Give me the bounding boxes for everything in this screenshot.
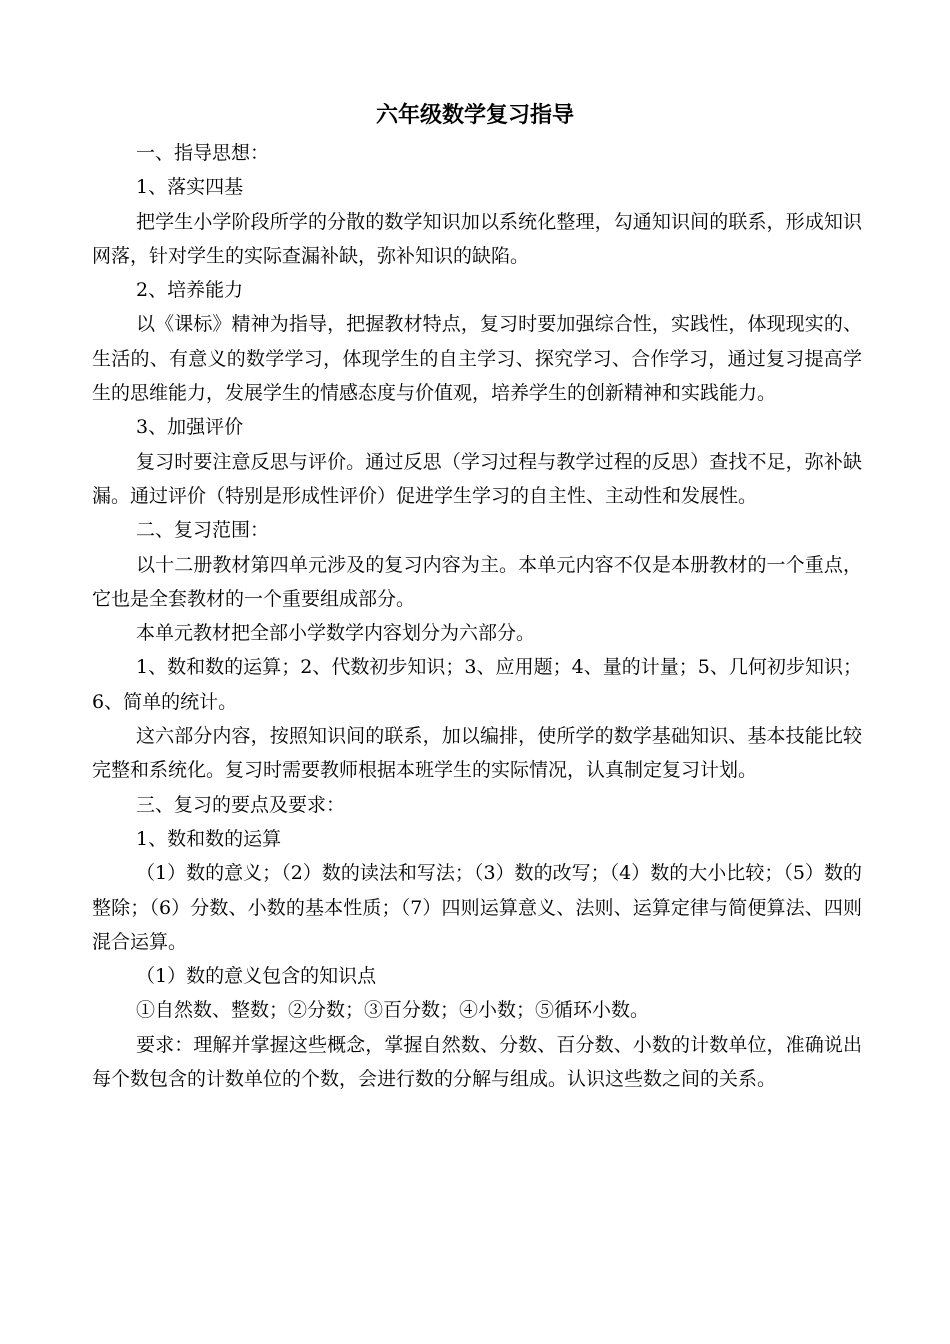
paragraph: 1、数和数的运算；2、代数初步知识；3、应用题；4、量的计量；5、几何初步知识；6、简单的统计。	[92, 656, 862, 713]
subheading-number-meaning: （1）数的意义包含的知识点	[136, 965, 377, 988]
subheading-strengthen-evaluation: 3、加强评价	[136, 416, 244, 439]
heading-review-points: 三、复习的要点及要求：	[136, 793, 346, 816]
paragraph: 复习时要注意反思与评价。通过反思（学习过程与教学过程的反思）查找不足，弥补缺漏。通过评价（特别是形成性评价）促进学生学习的自主性、主动性和发展性。	[92, 450, 862, 507]
paragraph: 这六部分内容，按照知识间的联系，加以编排，使所学的数学基础知识、基本技能比较完整和系统化。复习时需要教师根据本班学生的实际情况，认真制定复习计划。	[92, 725, 862, 782]
paragraph: （1）数的意义；（2）数的读法和写法；（3）数的改写；（4）数的大小比较；（5）数的整除；（6）分数、小数的基本性质；（7）四则运算意义、法则、运算定律与简便算法、四则混合运算。	[92, 862, 862, 953]
heading-review-scope: 二、复习范围：	[136, 519, 270, 542]
paragraph: 以《课标》精神为指导，把握教材特点，复习时要加强综合性，实践性，体现现实的、生活的、有意义的数学学习，体现学生的自主学习、探究学习、合作学习，通过复习提高学生的思维能力，发展学生的情感态度与价值观，培养学生的创新精神和实践能力。	[92, 313, 862, 405]
subheading-develop-ability: 2、培养能力	[136, 279, 244, 302]
document-title: 六年级数学复习指导	[375, 103, 574, 128]
paragraph: 以十二册教材第四单元涉及的复习内容为主。本单元内容不仅是本册教材的一个重点，它也是全套教材的一个重要组成部分。	[92, 553, 862, 610]
subheading-numbers-operations: 1、数和数的运算	[136, 827, 282, 850]
paragraph: ①自然数、整数；②分数；③百分数；④小数；⑤循环小数。	[136, 999, 650, 1022]
heading-guiding-thought: 一、指导思想：	[136, 142, 270, 164]
paragraph: 把学生小学阶段所学的分散的数学知识加以系统化整理，勾通知识间的联系，形成知识网落，针对学生的实际查漏补缺，弥补知识的缺陷。	[92, 210, 862, 267]
document-body	[92, 136, 862, 1096]
paragraph: 本单元教材把全部小学数学内容划分为六部分。	[136, 622, 536, 645]
subheading-four-basics: 1、落实四基	[136, 176, 244, 199]
paragraph: 要求：理解并掌握这些概念，掌握自然数、分数、百分数、小数的计数单位，准确说出每个数包含的计数单位的个数，会进行数的分解与组成。认识这些数之间的关系。	[92, 1033, 862, 1091]
